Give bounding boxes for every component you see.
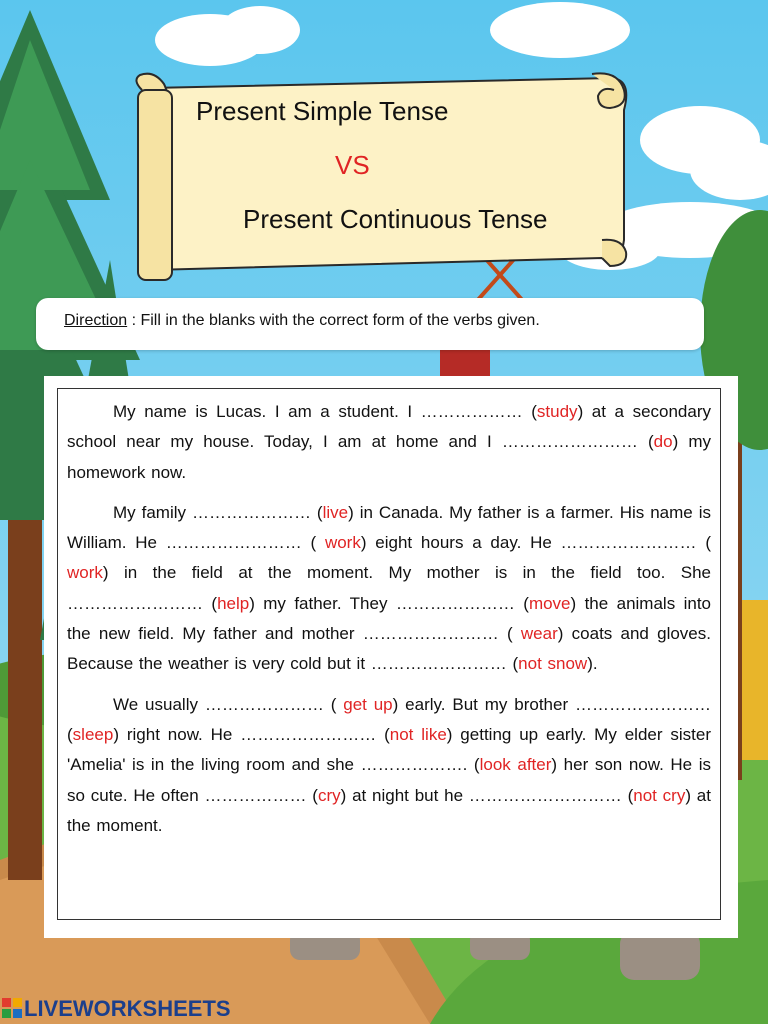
- sentence-text: ) at night but he ……………………… (: [340, 785, 634, 805]
- verb-hint: look after: [479, 755, 552, 775]
- sentence-text: ) at the moment.: [67, 785, 711, 835]
- verb-hint: wear: [520, 624, 558, 644]
- sentence-text: ).: [587, 654, 598, 674]
- exercise-paragraph: [67, 498, 711, 680]
- sentence-text: ) in the field at the moment. My mother is in the field too. She …………………… (: [67, 563, 711, 613]
- verb-hint: work: [67, 563, 103, 583]
- liveworksheets-logo-icon: [2, 998, 22, 1020]
- verb-hint: work: [324, 533, 361, 553]
- sentence-text: My family ………………… (: [113, 502, 323, 522]
- verb-hint: cry: [317, 785, 341, 805]
- worksheet-panel: [44, 376, 738, 938]
- sentence-text: ) early. But my brother …………………… (: [67, 694, 711, 744]
- verb-hint: not like: [389, 724, 447, 744]
- title-line-2: Present Continuous Tense: [243, 204, 548, 234]
- verb-hint: live: [322, 502, 349, 522]
- sentence-text: ) getting up early. My elder sister 'Amelia' is in the living room and she ………………. (: [67, 724, 711, 775]
- exercise-box: [57, 388, 721, 920]
- direction-instruction: : Fill in the blanks with the correct form of the verbs given.: [127, 312, 540, 329]
- sentence-text: ) coats and gloves. Because the weather is very cold but it …………………… (: [67, 624, 711, 674]
- sentence-text: ) my father. They ………………… (: [249, 593, 529, 613]
- liveworksheets-logo: [0, 996, 231, 1022]
- sentence-text: ) the animals into the new field. My father and mother …………………… (: [67, 593, 711, 644]
- sentence-text: ) my homework now.: [67, 432, 712, 482]
- verb-hint: move: [528, 593, 571, 613]
- verb-hint: help: [217, 593, 250, 613]
- direction-text: [64, 312, 540, 330]
- exercise-paragraph: [67, 397, 711, 488]
- sentence-text: ) in Canada. My father is a farmer. His name is William. He …………………… (: [67, 502, 711, 553]
- verb-hint: sleep: [72, 724, 114, 744]
- verb-hint: get up: [343, 694, 393, 714]
- verb-hint: study: [536, 402, 578, 421]
- logo-text: LIVEWORKSHEETS: [24, 996, 231, 1021]
- exercise-paragraph: [67, 690, 711, 841]
- verb-hint: not cry: [633, 785, 686, 805]
- sentence-text: ) at a secondary school near my house. Today, I am at home and I …………………… (: [67, 402, 711, 452]
- title-vs: VS: [335, 150, 370, 180]
- verb-hint: not snow: [518, 654, 588, 674]
- sentence-text: My name is Lucas. I am a student. I ……………… (: [113, 402, 537, 421]
- sentence-text: ) her son now. He is so cute. He often ……………… (: [67, 755, 712, 805]
- title-line-1: Present Simple Tense: [196, 96, 449, 126]
- sentence-text: ) right now. He …………………… (: [113, 724, 390, 744]
- direction-label: Direction: [64, 312, 128, 329]
- verb-hint: do: [653, 432, 673, 452]
- sentence-text: We usually ………………… (: [113, 694, 344, 714]
- sentence-text: ) eight hours a day. He …………………… (: [360, 533, 711, 553]
- direction-box: [36, 298, 704, 350]
